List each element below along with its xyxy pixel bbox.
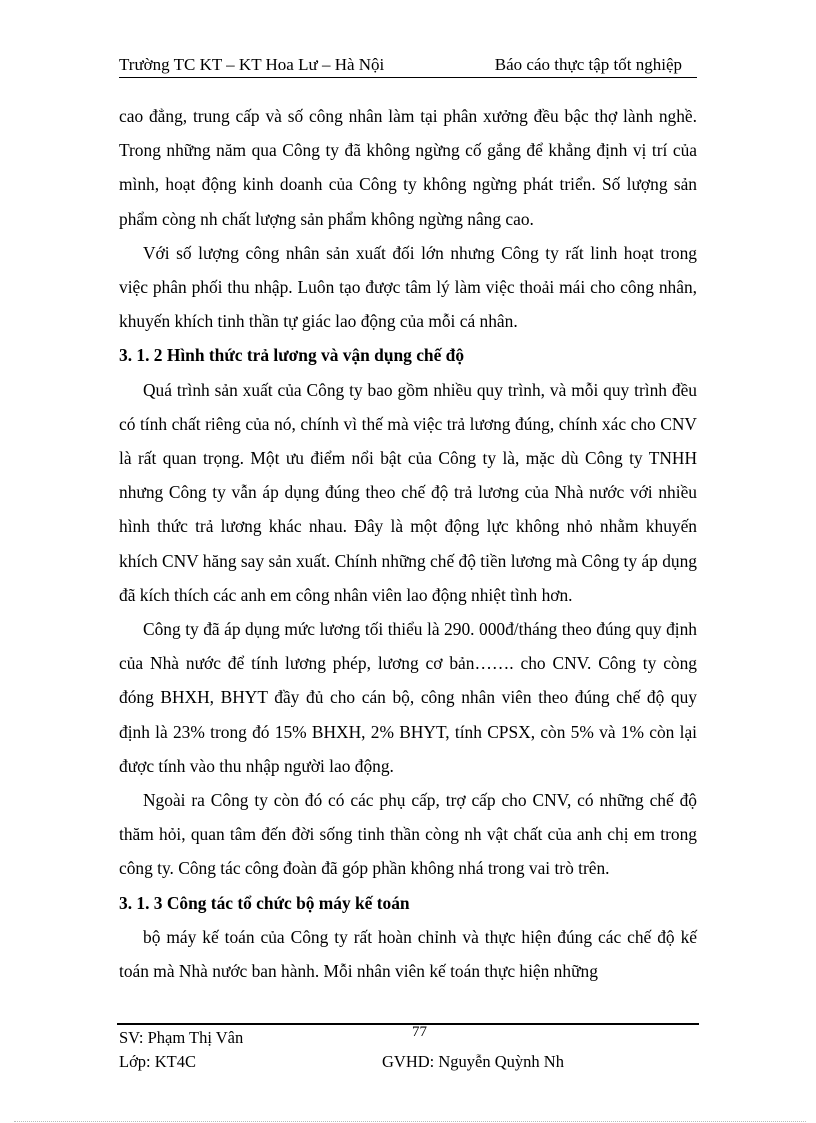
paragraph-3: Quá trình sản xuất của Công ty bao gồm nhiều quy trình, và mỗi quy trình đều có tính chất riêng của nó, chính vì thế mà việc trả lương đúng, chính xác cho CNV là rất quan trọng. Một ưu điểm nổi bật của Công ty là, mặc dù Công ty TNHH nhưng Công ty vẫn áp dụng đúng theo chế độ trả lương của Nhà nước với nhiều hình thức trả lương khác nhau. Đây là một động lực không nhỏ nhằm khuyến khích CNV hăng say sản xuất. Chính những chế độ tiền lương mà Công ty áp dụng đã kích thích các anh em công nhân viên lao động nhiệt tình hơn.: [119, 379, 697, 605]
page-footer: [119, 1026, 697, 1076]
footer-class: Lớp: KT4C: [119, 1052, 197, 1071]
page-number: 77: [412, 1024, 427, 1040]
footer-rule: [117, 1023, 699, 1025]
page-bottom-border: [14, 1121, 806, 1122]
section-heading-3-1-2: 3. 1. 2 Hình thức trả lương và vận dụng chế độ: [119, 345, 465, 366]
document-body: [119, 99, 697, 988]
page-header: [119, 53, 697, 78]
footer-student: SV: Phạm Thị Vân: [119, 1028, 244, 1047]
header-report-title: Báo cáo thực tập tốt nghiệp: [494, 55, 682, 74]
footer-instructor: GVHD: Nguyễn Quỳnh Nh: [382, 1052, 564, 1071]
paragraph-6: bộ máy kế toán của Công ty rất hoàn chỉnh và thực hiện đúng các chế độ kế toán mà Nhà nước ban hành. Mỗi nhân viên kế toán thực hiện những: [119, 926, 697, 982]
paragraph-5: Ngoài ra Công ty còn đó có các phụ cấp, trợ cấp cho CNV, có những chế độ thăm hỏi, quan tâm đến đời sống tinh thần còng nh vật chất của anh chị em trong công ty. Công tác công đoàn đã góp phần không nhá trong vai trò trên.: [119, 790, 697, 879]
section-heading-3-1-3: 3. 1. 3 Công tác tổ chức bộ máy kế toán: [119, 892, 410, 913]
paragraph-1: cao đẳng, trung cấp và số công nhân làm tại phân xưởng đều bậc thợ lành nghề. Trong những năm qua Công ty đã không ngừng cố gắng để khẳng định vị trí của mình, hoạt động kinh doanh của Công ty không ngừng phát triển. Số lượng sản phẩm còng nh chất lượng sản phẩm không ngừng nâng cao.: [119, 106, 697, 229]
paragraph-2: Với số lượng công nhân sản xuất đối lớn nhưng Công ty rất linh hoạt trong việc phân phối thu nhập. Luôn tạo được tâm lý làm việc thoải mái cho công nhân, khuyến khích tinh thần tự giác lao động của mỗi cá nhân.: [119, 242, 697, 332]
paragraph-4: Công ty đã áp dụng mức lương tối thiểu là 290. 000đ/tháng theo đúng quy định của Nhà nước để tính lương phép, lương cơ bản……. cho CNV. Công ty còng đóng BHXH, BHYT đầy đủ cho cán bộ, công nhân viên theo đúng chế độ quy định là 23% trong đó 15% BHXH, 2% BHYT, tính CPSX, còn 5% và 1% còn lại được tính vào thu nhập người lao động.: [119, 619, 697, 776]
header-school: Trường TC KT – KT Hoa Lư – Hà Nội: [119, 55, 385, 74]
